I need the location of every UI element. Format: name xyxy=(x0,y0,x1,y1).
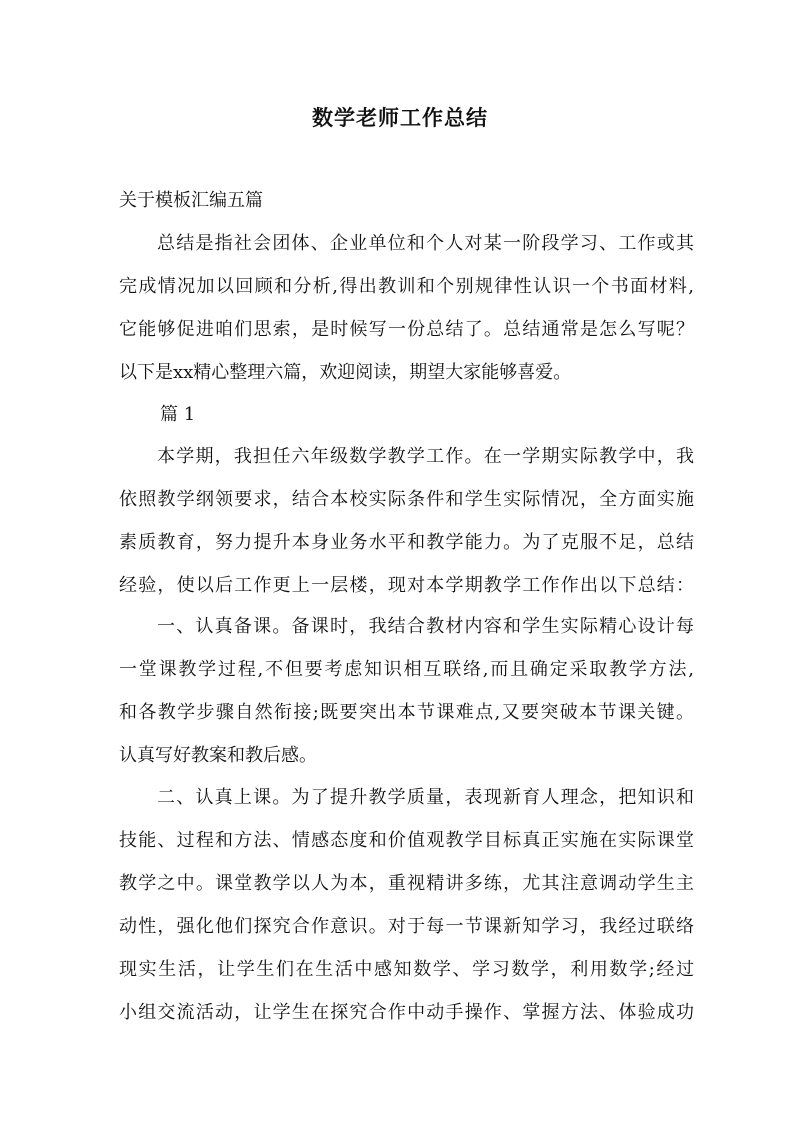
intro-line: 完成情况加以回顾和分析,得出教训和个别规律性认识一个书面材料, xyxy=(119,276,694,297)
document-subtitle: 关于模板汇编五篇 xyxy=(119,190,263,211)
paragraph-line: 认真写好教案和教后感。 xyxy=(119,745,317,766)
paragraph-line: 素质教育，努力提升本身业务水平和教学能力。为了克服不足，总结 xyxy=(119,532,694,553)
paragraph-line: 现实生活，让学生们在生活中感知数学、学习数学，利用数学;经过 xyxy=(119,959,694,980)
paragraph-line: 一、认真备课。备课时，我结合教材内容和学生实际精心设计每 xyxy=(157,616,694,637)
intro-line: 总结是指社会团体、企业单位和个人对某一阶段学习、工作或其 xyxy=(157,233,694,254)
paragraph-line: 小组交流活动，让学生在探究合作中动手操作、掌握方法、体验成功 xyxy=(119,1002,694,1023)
section-label: 篇 1 xyxy=(160,404,196,425)
intro-line: 它能够促进咱们思索，是时候写一份总结了。总结通常是怎么写呢？ xyxy=(119,319,694,340)
paragraph-line: 和各教学步骤自然衔接;既要突出本节课难点,又要突破本节课关键。 xyxy=(119,702,694,723)
intro-line: 以下是xx精心整理六篇，欢迎阅读，期望大家能够喜爱。 xyxy=(119,362,572,383)
paragraph-line: 二、认真上课。为了提升教学质量，表现新育人理念，把知识和 xyxy=(157,787,694,808)
document-title: 数学老师工作总结 xyxy=(312,105,488,130)
paragraph-line: 依照教学纲领要求，结合本校实际条件和学生实际情况，全方面实施 xyxy=(119,489,694,510)
paragraph-line: 教学之中。课堂教学以人为本，重视精讲多练，尤其注意调动学生主 xyxy=(119,873,694,894)
paragraph-line: 经验，使以后工作更上一层楼，现对本学期教学工作作出以下总结： xyxy=(119,575,694,596)
paragraph-line: 技能、过程和方法、情感态度和价值观教学目标真正实施在实际课堂 xyxy=(119,830,694,851)
paragraph-line: 本学期，我担任六年级数学教学工作。在一学期实际教学中，我 xyxy=(157,446,694,467)
paragraph-line: 一堂课教学过程,不但要考虑知识相互联络,而且确定采取教学方法, xyxy=(119,659,694,680)
paragraph-line: 动性，强化他们探究合作意识。对于每一节课新知学习，我经过联络 xyxy=(119,916,694,937)
